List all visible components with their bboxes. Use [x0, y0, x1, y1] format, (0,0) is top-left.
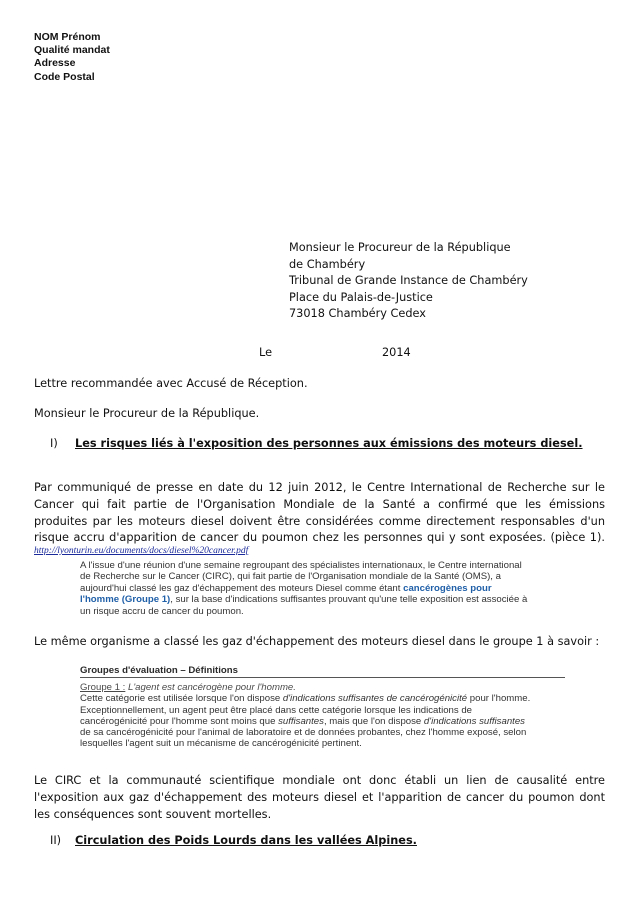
groups-line: lesquelles l'agent suit un mécanisme de cancérogénicité pertinent. — [80, 738, 362, 750]
groups-text: Cette catégorie est utilisée lorsque l'on dispose — [80, 693, 283, 705]
recipient-line: Place du Palais-de-Justice — [289, 290, 433, 304]
recipient-line: Monsieur le Procureur de la République — [289, 241, 511, 254]
sender-postal-code: Code Postal — [34, 70, 95, 83]
section-title: Les risques liés à l'exposition des personnes aux émissions des moteurs diesel. — [75, 437, 583, 450]
groups-line: Exceptionnellement, un agent peut être placé dans cette catégorie lorsque les indications de — [80, 704, 472, 716]
source-link[interactable]: http://lyonturin.eu/documents/docs/diesel%20cancer.pdf — [34, 546, 249, 556]
paragraph-conclusion — [34, 773, 605, 823]
groups-text: , mais que l'on dispose — [323, 715, 424, 727]
quote-group-definitions — [80, 665, 565, 749]
quote-line: de Recherche sur le Cancer (CIRC), qui fait partie de l'Organisation mondiale de la Santé (OMS), a — [80, 571, 501, 583]
groups-line — [80, 693, 565, 704]
group1-heading — [80, 682, 565, 693]
groups-line — [80, 716, 565, 727]
paragraph-press-release — [34, 480, 605, 547]
salutation: Monsieur le Procureur de la République. — [34, 407, 260, 420]
section-title: Circulation des Poids Lourds dans les vallées Alpines. — [75, 834, 417, 847]
quote-line — [80, 594, 527, 605]
paragraph-line: les conséquences sont souvent mortelles. — [34, 807, 272, 821]
groups-emphasis: suffisantes — [278, 715, 324, 727]
groups-text: cancérogénicité pour l'homme sont moins que — [80, 715, 279, 727]
quote-line — [80, 583, 527, 594]
date-year: 2014 — [382, 346, 411, 359]
quote-highlight: cancérogènes pour — [403, 582, 492, 594]
section-heading-2 — [50, 834, 417, 847]
paragraph-line: Le CIRC et la communauté scientifique mondiale ont donc établi un lien de causalité entre — [34, 774, 605, 787]
groups-text: pour l'homme. — [467, 693, 531, 705]
quote-line: un risque accru de cancer du poumon. — [80, 605, 244, 617]
paragraph-classification: Le même organisme a classé les gaz d'échappement des moteurs diesel dans le groupe 1 à savoir : — [34, 635, 600, 648]
group1-definition: L'agent est cancérogène pour l'homme. — [125, 682, 296, 694]
groups-emphasis: d'indications suffisantes — [423, 715, 525, 727]
recipient-line: Tribunal de Grande Instance de Chambéry — [289, 274, 528, 288]
groups-title: Groupes d'évaluation – Définitions — [80, 665, 238, 676]
paragraph-line: risque accru d'apparition de cancer du poumon chez les personnes qui y sont exposées. (pièce 1). — [34, 531, 605, 545]
sender-address: Adresse — [34, 57, 76, 70]
paragraph-line: l'exposition aux gaz d'échappement des moteurs diesel et l'apparition de cancer du poumon dont — [34, 790, 605, 804]
groups-emphasis: d'indications suffisantes de cancérogénicité — [282, 693, 468, 705]
quote-text: aujourd'hui classé les gaz d'échappement des moteurs Diesel comme étant — [80, 582, 404, 594]
paragraph-line: Par communiqué de presse en date du 12 juin 2012, le Centre International de Recherche sur le — [34, 481, 605, 494]
quote-text: , sur la base d'indications suffisantes prouvant qu'une telle exposition est associée à — [170, 594, 528, 606]
quote-highlight: l'homme (Groupe 1) — [80, 594, 171, 606]
sender-block — [34, 31, 110, 84]
paragraph-line: produites par les moteurs diesel doivent être considérées comme directement responsables d'un — [34, 514, 605, 528]
quote-circ-excerpt — [80, 560, 527, 617]
section-number: I) — [50, 437, 58, 450]
quote-line: A l'issue d'une réunion d'une semaine regroupant des spécialistes internationaux, le Centre international — [80, 560, 522, 571]
date-prefix: Le — [259, 346, 273, 359]
groups-divider — [80, 677, 565, 678]
registered-mail-line: Lettre recommandée avec Accusé de Réception. — [34, 377, 308, 390]
section-number: II) — [50, 834, 62, 847]
paragraph-line: Cancer qui fait partie de l'Organisation Mondiale de la Santé a confirmé que les émissions — [34, 497, 605, 511]
sender-mandate: Qualité mandat — [34, 44, 110, 57]
sender-name: NOM Prénom — [34, 31, 101, 43]
group1-label: Groupe 1 : — [80, 682, 126, 694]
recipient-line: de Chambéry — [289, 257, 366, 271]
recipient-line: 73018 Chambéry Cedex — [289, 307, 426, 321]
recipient-block — [289, 240, 528, 323]
section-heading-1 — [50, 437, 583, 450]
groups-line: de sa cancérogénicité pour l'animal de laboratoire et de données probantes, chez l'homme exposé, selon — [80, 727, 527, 739]
